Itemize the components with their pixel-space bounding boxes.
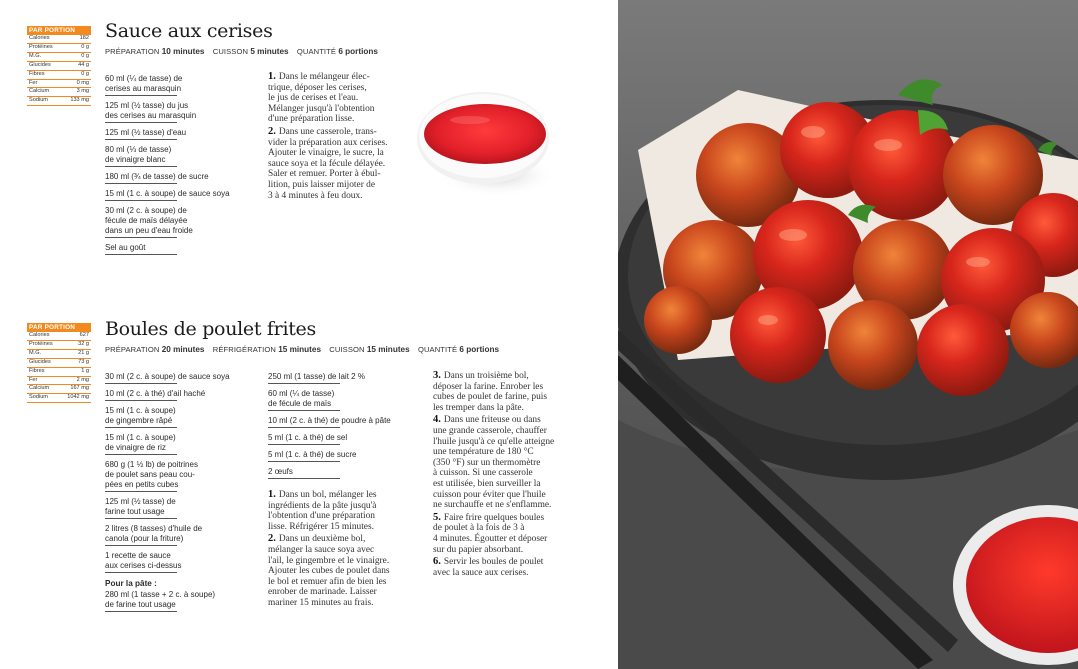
nutrition-value: 32 g <box>78 340 89 347</box>
step-text: Dans un troisième bol, déposer la farine. Enrober les cubes de poulet de farine, puis les tremper dans la pâte. <box>433 371 548 413</box>
ingredient-item: 2 litres (8 tasses) d'huile de canola (pour la friture) <box>105 524 265 546</box>
instruction-step <box>268 127 418 201</box>
recipe-title: Sauce aux cerises <box>105 20 273 42</box>
nutrition-value: 1 g <box>81 367 89 374</box>
instruction-step <box>433 415 583 510</box>
step-text: Faire frire quelques boules de poulet à la fois de 3 à 4 minutes. Égoutter et déposer sur du papier absorbant. <box>433 512 548 555</box>
ingredient-item: 30 ml (2 c. à soupe) de sauce soya <box>105 372 265 384</box>
instruction-step <box>433 513 583 555</box>
nutrition-label: Calcium <box>29 385 50 392</box>
ingredient-item: 10 ml (2 c. à thé) de poudre à pâte <box>268 416 428 428</box>
step-number: 6. <box>433 556 441 568</box>
nutrition-label: Fer <box>29 376 38 383</box>
ingredient-item: 10 ml (2 c. à thé) d'ail haché <box>105 389 265 401</box>
step-number: 2. <box>268 533 276 545</box>
ingredient-item: 15 ml (1 c. à soupe) de sauce soya <box>105 189 255 201</box>
nutrition-row <box>27 359 91 368</box>
nutrition-label: Fibres <box>29 70 45 77</box>
instruction-step <box>268 490 418 532</box>
ingredient-item: 250 ml (1 tasse) de lait 2 % <box>268 372 428 384</box>
instruction-step <box>433 557 583 578</box>
ingredient-item: 125 ml (½ tasse) du jus des cerises au marasquin <box>105 101 255 123</box>
ingredient-item: 60 ml (¼ de tasse) de cerises au marasquin <box>105 74 255 96</box>
ingredient-item: 5 ml (1 c. à thé) de sel <box>268 433 428 445</box>
food-photo <box>618 0 1078 669</box>
nutrition-header: PAR PORTION <box>27 323 91 332</box>
nutrition-value: 627 <box>79 332 89 338</box>
recipe-title: Boules de poulet frites <box>105 318 316 340</box>
ingredient-item: 680 g (1 ½ lb) de poitrines de poulet sans peau cou- pées en petits cubes <box>105 460 265 492</box>
nutrition-value: 0 g <box>81 70 89 77</box>
step-number: 2. <box>268 125 276 137</box>
step-number: 4. <box>433 414 441 426</box>
step-text: Dans une casserole, trans- vider la préparation aux cerises. Ajouter le vinaigre, le sucre, la sauce soya et la fécule délayée. Saler et remuer. Porter à ébul- lition, puis laisser mijoter de 3 à 4 minutes à feu doux. <box>268 126 388 201</box>
instruction-step <box>268 534 418 608</box>
nutrition-row <box>27 377 91 386</box>
step-text: Dans un bol, mélanger les ingrédients de la pâte jusqu'à l'obtention d'une préparation lisse. Réfrigérer 15 minutes. <box>268 490 377 532</box>
nutrition-label: Calcium <box>29 88 50 95</box>
step-text: Servir les boules de poulet avec la sauce aux cerises. <box>433 557 544 578</box>
nutrition-header: PAR PORTION <box>27 26 91 35</box>
nutrition-label: Calories <box>29 35 50 41</box>
step-number: 1. <box>268 489 276 500</box>
nutrition-row <box>27 62 91 71</box>
nutrition-value: 21 g <box>78 349 89 356</box>
nutrition-table <box>27 323 91 403</box>
nutrition-row <box>27 44 91 53</box>
nutrition-value: 0 g <box>81 43 89 50</box>
ingredient-item: 80 ml (⅓ de tasse) de vinaigre blanc <box>105 145 255 167</box>
nutrition-value: 1042 mg <box>67 394 89 401</box>
ingredient-item: 125 ml (½ tasse) d'eau <box>105 128 255 140</box>
ingredient-list-col2 <box>268 372 428 608</box>
nutrition-table <box>27 26 91 106</box>
ingredient-item: 125 ml (½ tasse) de farine tout usage <box>105 497 265 519</box>
ingredient-item: 1 recette de sauce aux cerises ci-dessus <box>105 551 265 573</box>
nutrition-value: 73 g <box>78 358 89 365</box>
nutrition-row <box>27 97 91 106</box>
ingredient-item: 2 œufs <box>268 467 428 479</box>
nutrition-row <box>27 350 91 359</box>
step-text: Dans une friteuse ou dans une grande casserole, chauffer l'huile jusqu'à ce qu'elle atteigne une température de 180 °C (350 °F) sur un thermomètre à cuisson. Si une casserole est utilisée, bien surveiller la cuisson pour éviter que l'huile ne surchauffe et ne s'enflamme. <box>433 415 555 511</box>
nutrition-row <box>27 53 91 62</box>
nutrition-label: M.G. <box>29 349 42 356</box>
recipe-meta: PRÉPARATION 10 minutes CUISSON 5 minutes QUANTITÉ 6 portions <box>105 47 378 56</box>
ingredient-list <box>105 74 255 260</box>
nutrition-value: 167 mg <box>70 385 89 392</box>
nutrition-value: 182 <box>79 35 89 41</box>
instruction-list-col2 <box>268 490 418 609</box>
step-text: Dans un deuxième bol, mélanger la sauce soya avec l'ail, le gingembre et le vinaigre. Ajouter les cubes de poulet dans le bol et remuer afin de bien les enrober de marinade. Laisser mariner 15 minutes au frais. <box>268 534 390 608</box>
nutrition-label: Sodium <box>29 394 48 401</box>
step-number: 3. <box>433 370 441 381</box>
nutrition-row <box>27 385 91 394</box>
nutrition-label: M.G. <box>29 52 42 59</box>
instruction-list <box>268 72 418 203</box>
ingredient-item: 5 ml (1 c. à thé) de sucre <box>268 450 428 462</box>
nutrition-row <box>27 341 91 350</box>
step-number: 1. <box>268 71 276 82</box>
nutrition-label: Protéines <box>29 340 53 347</box>
nutrition-row <box>27 71 91 80</box>
nutrition-value: 133 mg <box>70 97 89 104</box>
ingredient-item: 15 ml (1 c. à soupe) de gingembre râpé <box>105 406 265 428</box>
nutrition-label: Sodium <box>29 97 48 104</box>
sauce-bowl-image <box>415 90 555 200</box>
ingredient-item: 280 ml (1 tasse + 2 c. à soupe) de farine tout usage <box>105 590 265 612</box>
recipe-cherry-sauce <box>0 22 618 282</box>
batter-subheading: Pour la pâte : <box>105 579 157 588</box>
instruction-list-col3 <box>433 371 583 580</box>
instruction-step <box>268 72 418 125</box>
recipe-meta: PRÉPARATION 20 minutes RÉFRIGÉRATION 15 minutes CUISSON 15 minutes QUANTITÉ 6 portions <box>105 345 499 354</box>
nutrition-value: 0 g <box>81 52 89 59</box>
nutrition-value: 2 mg <box>76 376 89 383</box>
ingredient-item: Sel au goût <box>105 243 255 255</box>
nutrition-value: 0 mg <box>76 79 89 86</box>
step-number: 5. <box>433 511 441 523</box>
ingredient-item: 15 ml (1 c. à soupe) de vinaigre de riz <box>105 433 265 455</box>
nutrition-label: Glucides <box>29 61 51 68</box>
nutrition-row <box>27 80 91 89</box>
nutrition-row <box>27 368 91 377</box>
nutrition-value: 44 g <box>78 61 89 68</box>
nutrition-label: Fer <box>29 79 38 86</box>
ingredient-item: 180 ml (¾ de tasse) de sucre <box>105 172 255 184</box>
nutrition-label: Calories <box>29 332 50 338</box>
nutrition-row <box>27 35 91 44</box>
ingredient-list-col1 <box>105 372 265 617</box>
nutrition-value: 3 mg <box>76 88 89 95</box>
ingredient-item: 60 ml (¼ de tasse) de fécule de maïs <box>268 389 428 411</box>
fried-chicken-bowl-image <box>618 0 1078 669</box>
step-text: Dans le mélangeur élec- trique, déposer les cerises, le jus de cerises et l'eau. Mélanger jusqu'à l'obtention d'une préparation lisse. <box>268 72 375 125</box>
nutrition-label: Fibres <box>29 367 45 374</box>
instruction-step <box>433 371 583 413</box>
nutrition-row <box>27 332 91 341</box>
nutrition-label: Glucides <box>29 358 51 365</box>
nutrition-row <box>27 394 91 403</box>
ingredient-item: 30 ml (2 c. à soupe) de fécule de maïs délayée dans un peu d'eau froide <box>105 206 255 238</box>
nutrition-row <box>27 88 91 97</box>
recipe-fried-chicken-balls <box>0 320 618 660</box>
nutrition-label: Protéines <box>29 43 53 50</box>
